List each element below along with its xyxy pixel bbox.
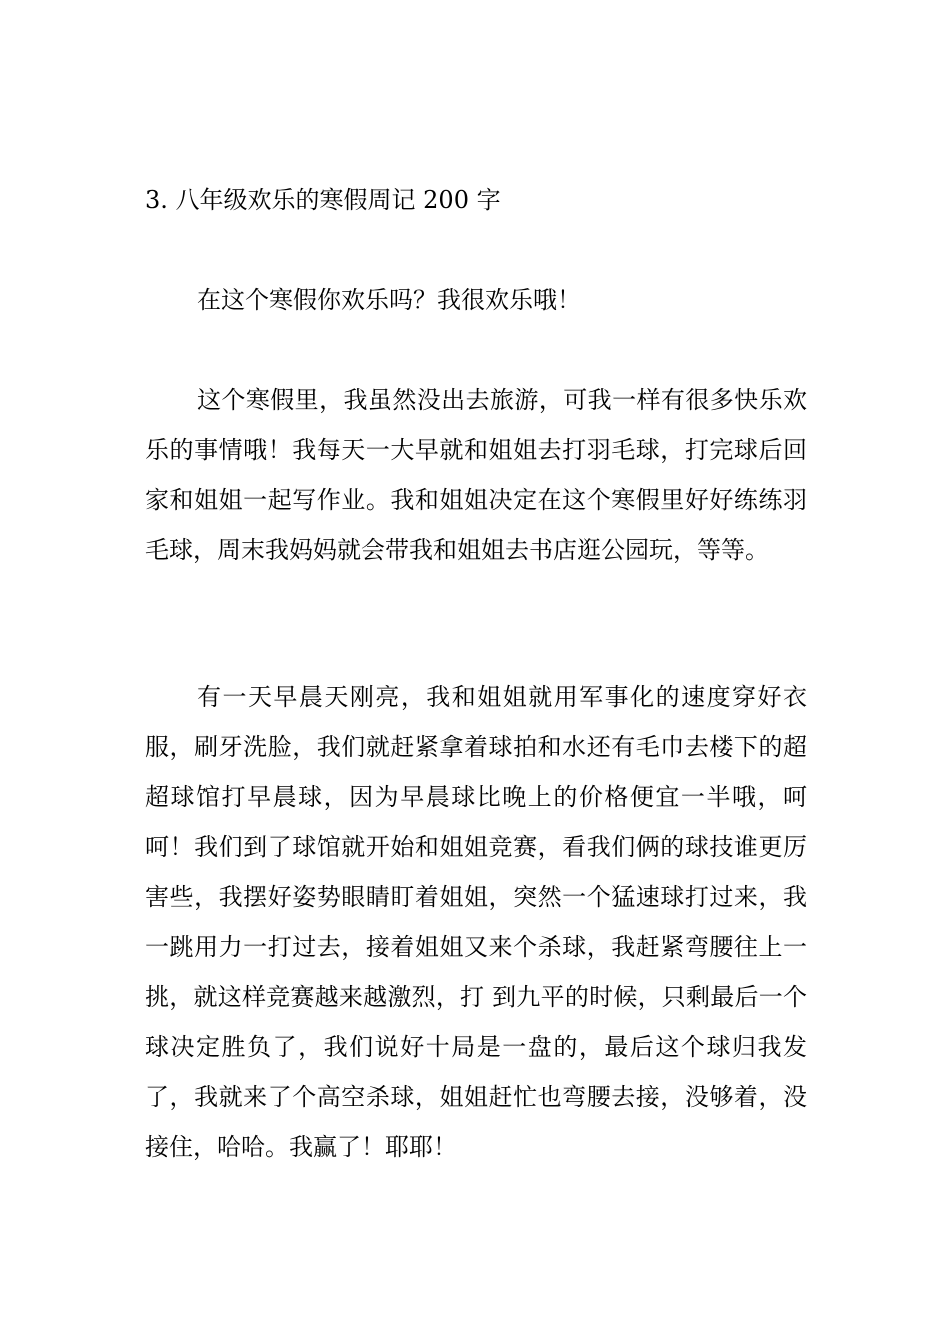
section-title: 3. 八年级欢乐的寒假周记 200 字	[145, 186, 501, 214]
paragraph-1: 在这个寒假你欢乐吗？我很欢乐哦！	[197, 286, 581, 314]
paragraph-3: 有一天早晨天刚亮，我和姐姐就用军事化的速度穿好衣服，刷牙洗脸，我们就赶紧拿着球拍和水还有毛巾去楼下的超超球馆打早晨球，因为早晨球比晚上的价格便宜一半哦，呵呵！我们到了球馆就开始和姐姐竞赛，看我们俩的球技谁更厉害些，我摆好姿势眼睛盯着姐姐，突然一个猛速球打过来，我一跳用力一打过去，接着姐姐又来个杀球，我赶紧弯腰往上一挑，就这样竞赛越来越激烈，打 到九平的时候，只剩最后一个球决定胜负了，我们说好十局是一盘的，最后这个球归我发了，我就来了个高空杀球，姐姐赶忙也弯腰去接，没够着，没接住，哈哈。我赢了！耶耶！	[145, 683, 807, 1161]
paragraph-2: 这个寒假里，我虽然没出去旅游，可我一样有很多快乐欢乐的事情哦！我每天一大早就和姐姐去打羽毛球，打完球后回家和姐姐一起写作业。我和姐姐决定在这个寒假里好好练练羽毛球，周末我妈妈就会带我和姐姐去书店逛公园玩，等等。	[145, 386, 807, 564]
